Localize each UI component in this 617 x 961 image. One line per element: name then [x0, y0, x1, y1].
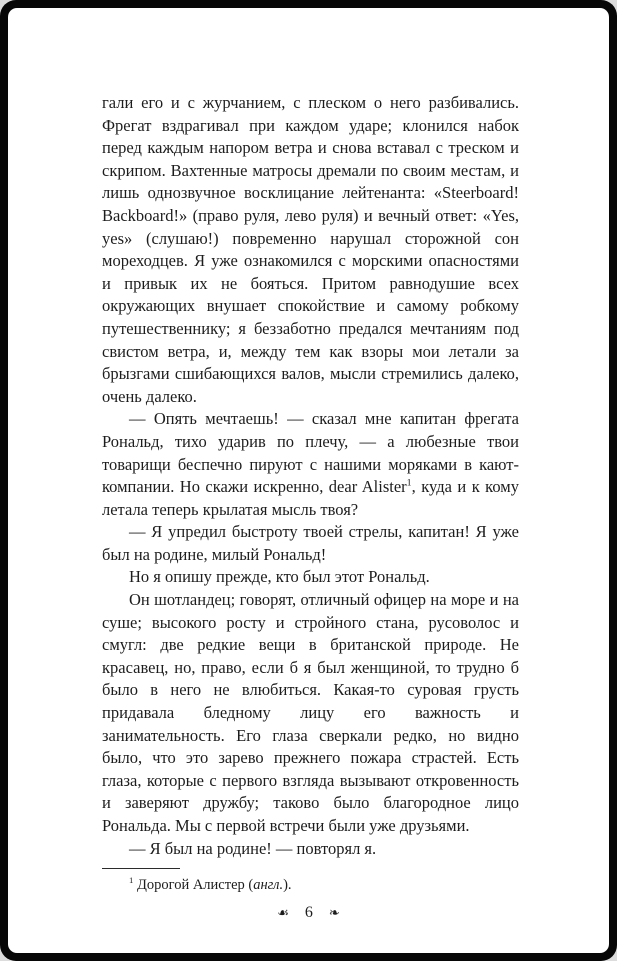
text-segment: — Я был на родине! — повторял я. [129, 838, 377, 858]
text-segment: Он шотландец; говорят, отличный офицер на море и на суше; высокого росту и стройного стана, русоволос и смугл: две редкие вещи в британской природе. Не красавец, но, право, если б я был женщиной, то трудно б было в него не влюбиться. Какая-то суровая грусть придавала бледному лицу его важность и занимательность. Его глаза сверкали редко, но видно было, что это зарево прежнего пожара страстей. Есть глаза, которые с первого взгляда вызывают откровенность и заверяют дружбу; таково было благородное лицо Рональда. Мы с первой встречи были уже друзьями. [102, 590, 519, 835]
text-segment: Дорогой Алистер ( [133, 877, 254, 894]
footnote-ref: 1 [129, 875, 134, 886]
text-segment: — Опять мечтаешь! — сказал мне капитан фрегата Рональд, тихо ударив по плечу, — а любезные твои товарищи беспечно пируют с нашими моряками в кают-компании. Но скажи искренно, dear Alister [102, 409, 519, 497]
footnote-ref: 1 [406, 477, 412, 489]
text-segment: Но я опишу прежде, кто был этот Рональд. [129, 567, 430, 587]
left-fleuron-icon: ☙ [277, 905, 289, 921]
text-segment: гали его и с журчанием, с плеском о него разбивались. Фрегат вздрагивал при каждом ударе; клонился набок перед каждым напором ветра и снова вставал с треском и скрипом. Вахтенные матросы дремали по своим местам, и лишь однозвучное восклицание лейтенанта: «Steerboard! Backboard!» (право руля, лево руля) и вечный ответ: «Yes, yes» (слушаю!) повременно нарушал сторожной сон мореходцев. Я уже ознакомился с морскими опасностями и привык их не бояться. Притом равнодушие всех окружающих внушает спокойствие и самому робкому путешественнику; я беззаботно предался мечтаниям под свистом ветра, и, между тем как взоры мои летали за брызгами сшибающихся валов, мысли стремились далеко, очень далеко. [102, 93, 519, 406]
text-segment: англ. [253, 877, 284, 894]
text-segment: ). [283, 877, 292, 894]
paragraph [102, 408, 519, 521]
paragraph [102, 566, 519, 589]
paragraph [102, 521, 519, 566]
footnote-area [102, 868, 519, 895]
page-footer [8, 905, 609, 921]
page-text-block [102, 92, 519, 860]
text-segment: — Я упредил быстроту твоей стрелы, капитан! Я уже был на родине, милый Рональд! [102, 522, 519, 564]
paragraph [102, 92, 519, 408]
page-number: 6 [304, 904, 313, 921]
footnote-separator [102, 868, 180, 869]
paragraph [102, 589, 519, 838]
right-fleuron-icon: ❧ [328, 905, 340, 921]
footnote-text [102, 876, 519, 895]
book-page [8, 8, 609, 953]
paragraph [102, 838, 519, 861]
text-segment: , куда и к кому летала теперь крылатая мысль твоя? [102, 477, 519, 519]
